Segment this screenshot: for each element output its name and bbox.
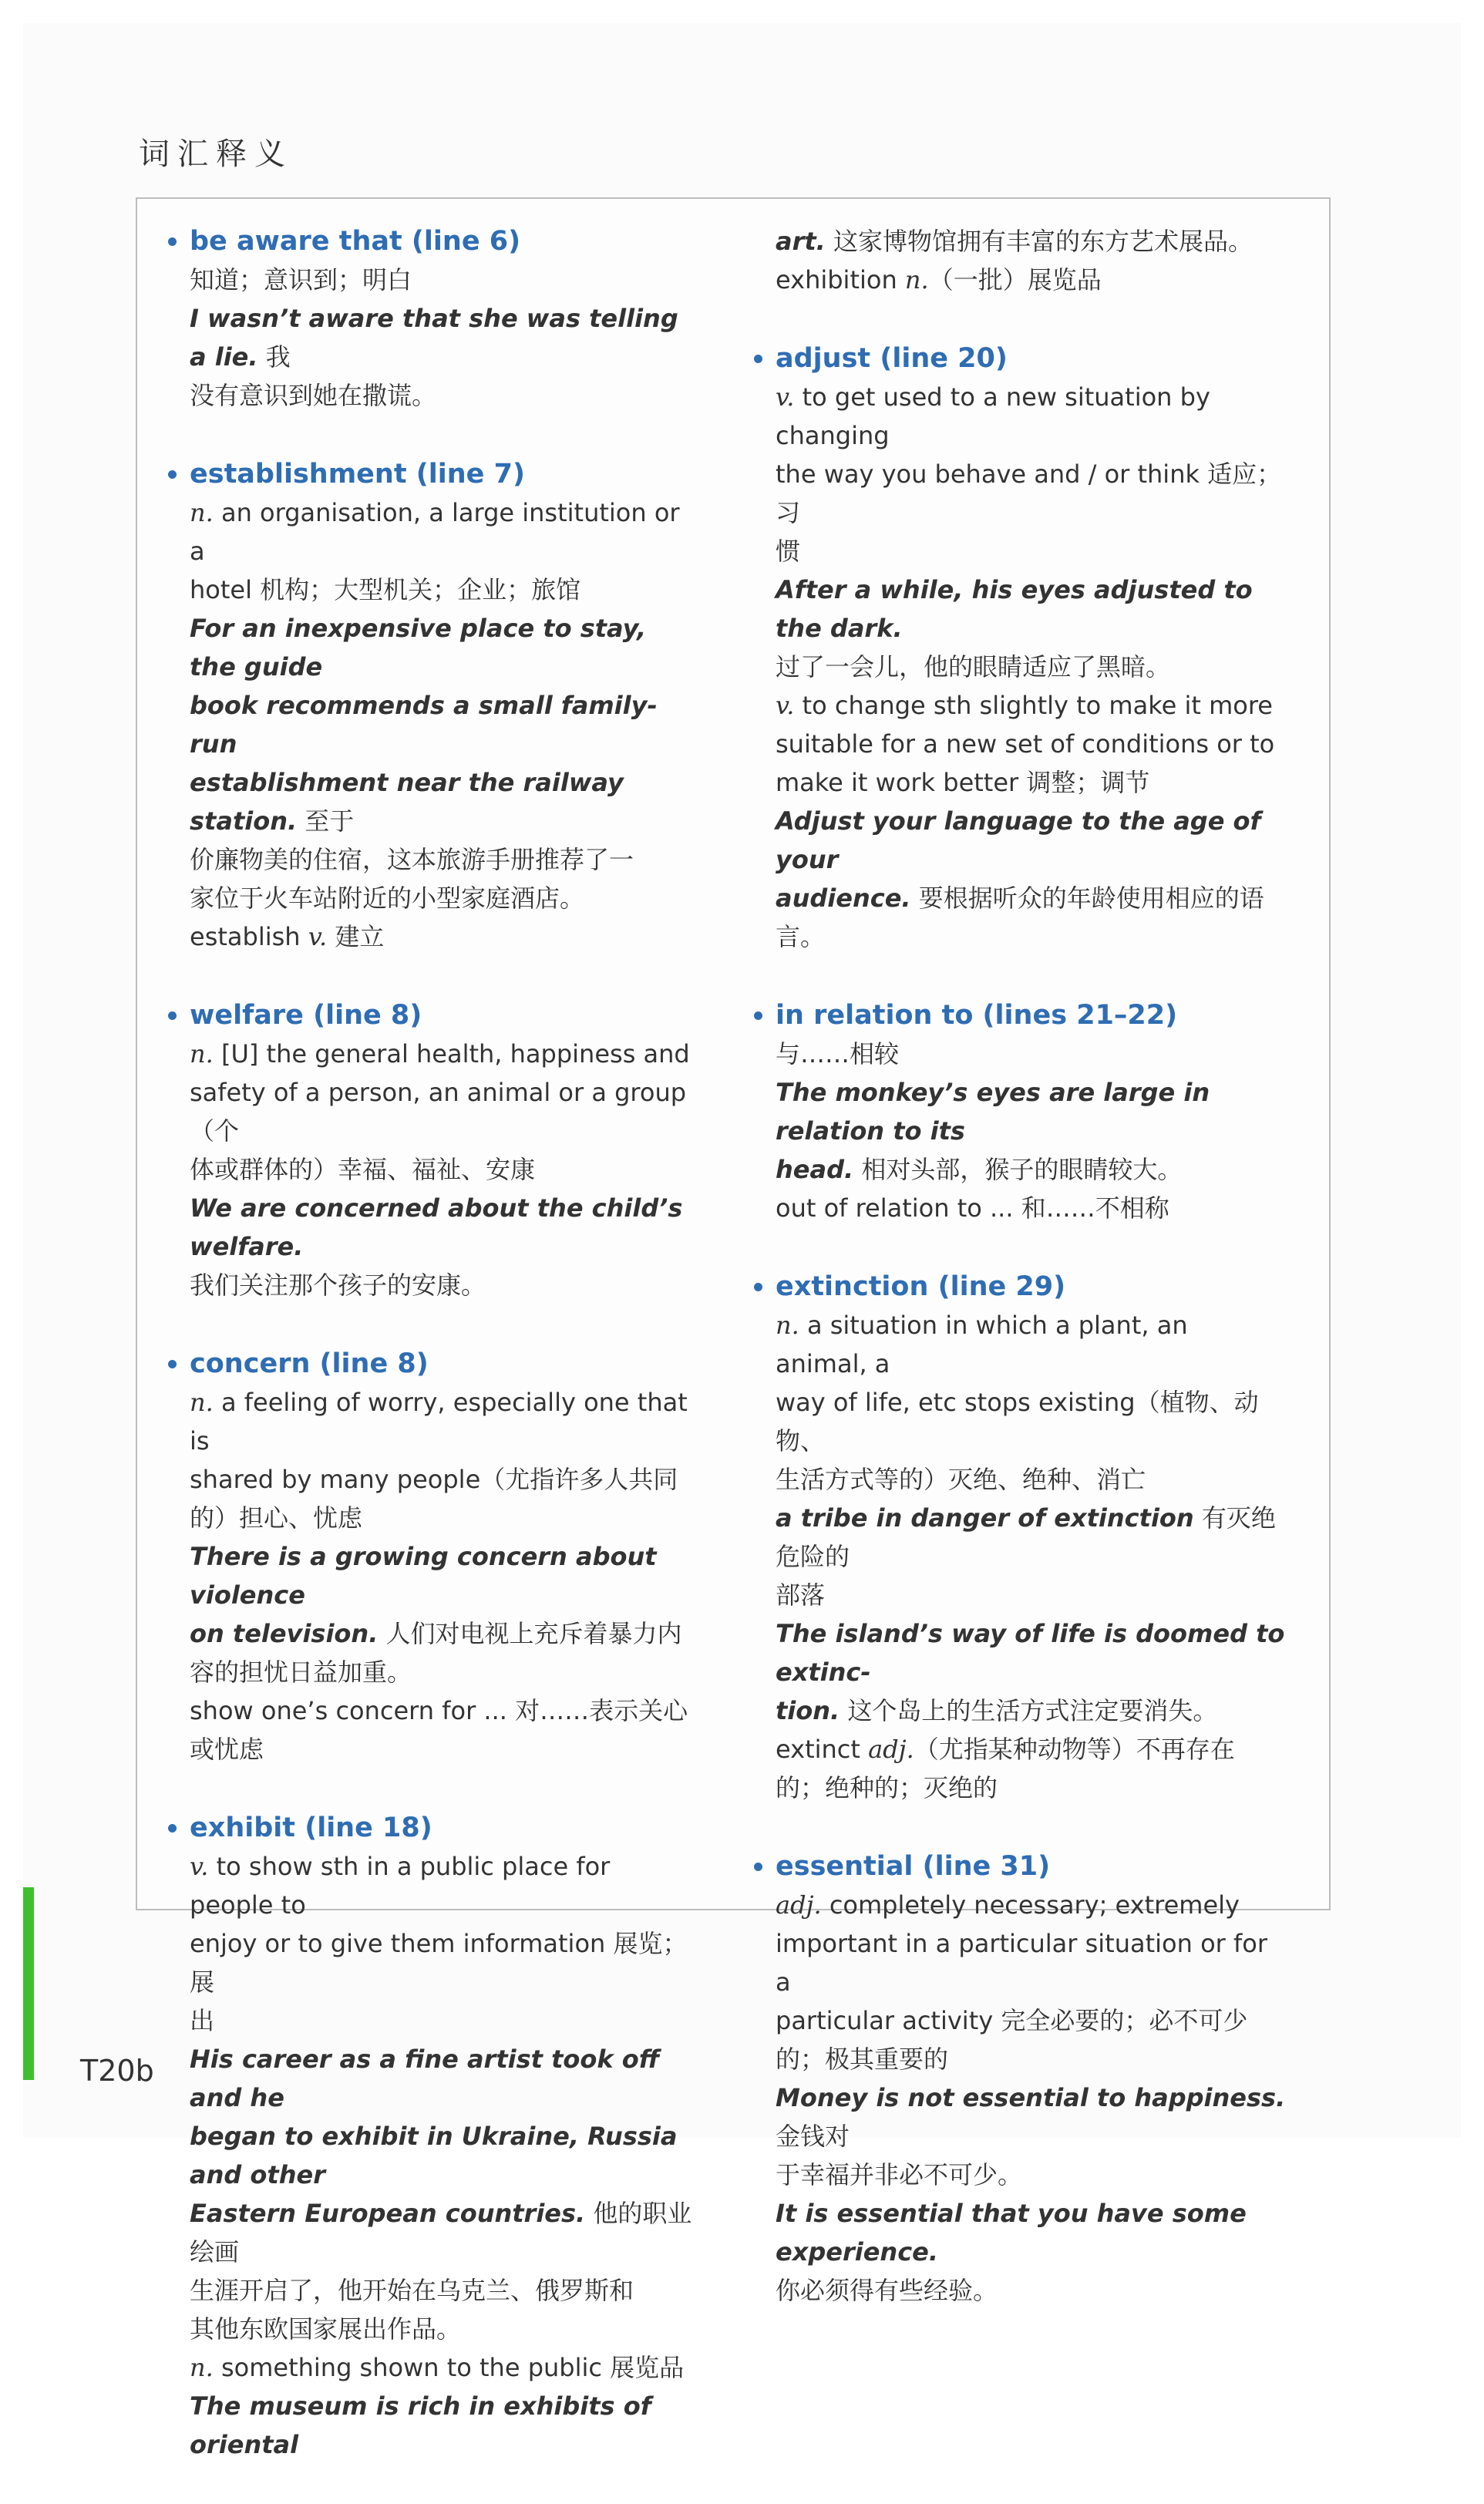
definition-text: particular activity 完全必要的；必不可少 [776, 2006, 1248, 2035]
example-sentence: audience. [776, 883, 911, 913]
green-margin-bar [23, 1887, 34, 2080]
entry-headword [754, 1267, 1286, 1306]
entry-line [190, 2194, 700, 2271]
definition-text: a feeling of worry, especially one that is [190, 1388, 688, 1456]
entry-line [190, 2040, 700, 2117]
definition-text: 过了一会儿，他的眼睛适应了黑暗。 [776, 652, 1171, 682]
example-sentence: book recommends a small family-run [190, 691, 658, 759]
part-of-speech: v. [190, 1852, 209, 1881]
vocab-entry [168, 1809, 700, 2464]
page-title: 词汇释义 [139, 136, 293, 172]
entry-line [190, 1537, 700, 1614]
entry-line [776, 1499, 1286, 1576]
definition-text: 没有意识到她在撒谎。 [190, 381, 437, 410]
entry-line [190, 1499, 700, 1537]
definition-text: completely necessary; extremely [821, 1890, 1240, 1920]
definition-text: to get used to a new situation by changing [776, 382, 1210, 450]
part-of-speech: adj. [776, 1890, 822, 1920]
vocab-entry [754, 996, 1286, 1227]
entry-body [168, 1383, 700, 1769]
entry-line [190, 1614, 700, 1653]
entry-line [776, 648, 1286, 686]
part-of-speech: n. [190, 1039, 214, 1069]
entry-line [776, 455, 1286, 532]
part-of-speech: n. [190, 2353, 214, 2382]
entry-line [190, 1924, 700, 2001]
entry-line [190, 917, 700, 956]
entry-line [190, 1266, 700, 1304]
bullet-icon [168, 1360, 177, 1368]
entry-line [190, 2271, 700, 2310]
example-sentence: It is essential that you have some experience. [776, 2199, 1247, 2267]
entry-line [190, 1150, 700, 1189]
part-of-speech: adj. [868, 1735, 914, 1764]
definition-text: way of life, etc stops existing（植物、动物、 [776, 1388, 1259, 1456]
entry-line [776, 2156, 1286, 2194]
entry-body [754, 1886, 1286, 2310]
headword-text: essential (line 31) [776, 1851, 1051, 1882]
entry-line [776, 1150, 1286, 1189]
definition-text: the way you behave and / or think 适应；习 [776, 459, 1282, 527]
definition-text: a situation in which a plant, an animal, a [776, 1311, 1188, 1378]
entry-line [190, 570, 700, 609]
definition-text: 有灭绝危险的 [776, 1503, 1276, 1571]
entry-line [190, 686, 700, 763]
example-sentence: a tribe in danger of extinction [776, 1503, 1194, 1533]
entry-body [168, 493, 700, 956]
definition-text: 生涯开启了，他开始在乌克兰、俄罗斯和 [190, 2276, 634, 2305]
entry-line [190, 2348, 700, 2387]
entry-line [776, 879, 1286, 917]
entry-headword [168, 1345, 700, 1383]
left-column [168, 222, 700, 2504]
part-of-speech: n. [776, 1311, 799, 1340]
example-sentence: For an inexpensive place to stay, the guide [190, 614, 647, 682]
vocab-entry [754, 1847, 1286, 2310]
definition-text: 这个岛上的生活方式注定要消失。 [840, 1696, 1218, 1725]
entry-body [754, 378, 1286, 956]
entry-line [190, 1035, 700, 1073]
definition-text: 知道；意识到；明白 [190, 265, 412, 294]
bullet-icon [754, 1011, 762, 1020]
entry-line [776, 532, 1286, 570]
definition-text: shared by many people（尤指许多人共同 [190, 1465, 678, 1494]
bullet-icon [754, 355, 762, 363]
example-sentence: After a while, his eyes adjusted to the dark. [776, 575, 1253, 643]
definition-text: suitable for a new set of conditions or to [776, 729, 1275, 759]
definition-text: 其他东欧国家展出作品。 [190, 2314, 462, 2344]
vocabulary-box [136, 197, 1331, 2459]
vocab-entry [754, 339, 1286, 956]
entry-line [776, 1383, 1286, 1460]
entry-line [190, 1691, 700, 1730]
definition-text: 于幸福并非必不可少。 [776, 2160, 1023, 2189]
vocab-entry [168, 1345, 700, 1769]
definition-text: something shown to the public 展览品 [213, 2353, 685, 2382]
definition-text: 惯 [776, 537, 801, 566]
definition-text: make it work better 调整；调节 [776, 768, 1150, 797]
vocab-entry [754, 222, 1286, 299]
entry-line [190, 1383, 700, 1460]
entry-headword [168, 222, 700, 261]
definition-text: 的；极其重要的 [776, 2045, 949, 2074]
entry-body [754, 222, 1286, 299]
entry-line [776, 1769, 1286, 1807]
definition-text: 部落 [776, 1580, 826, 1610]
entry-headword [754, 339, 1286, 378]
entry-line [776, 1730, 1286, 1769]
entry-body [754, 1306, 1286, 1807]
entry-line [776, 802, 1286, 879]
bullet-icon [168, 237, 177, 246]
entry-line [776, 2040, 1286, 2078]
entry-line [776, 1691, 1286, 1730]
example-sentence: The monkey’s eyes are large in relation to its [776, 1078, 1210, 1146]
entry-body [168, 1035, 700, 1304]
entry-headword [754, 1847, 1286, 1886]
example-sentence: Money is not essential to happiness. [776, 2083, 1286, 2112]
part-of-speech: n. [904, 265, 929, 294]
entry-line [776, 917, 1286, 956]
example-sentence: I wasn’t aware that she was telling a lie. [190, 304, 678, 372]
example-sentence: art. [776, 227, 826, 256]
example-sentence: Eastern European countries. [190, 2199, 586, 2228]
example-sentence: on television. [190, 1619, 379, 1648]
headword-text: extinction (line 29) [776, 1271, 1066, 1302]
example-sentence: His career as a fine artist took off and he [190, 2045, 660, 2112]
entry-line [190, 376, 700, 415]
headword-text: be aware that (line 6) [190, 226, 521, 257]
definition-text: 建立 [327, 922, 385, 951]
entry-line [776, 1306, 1286, 1383]
entry-headword [754, 996, 1286, 1035]
entry-line [190, 840, 700, 879]
definition-text: 家位于火车站附近的小型家庭酒店。 [190, 883, 585, 913]
definition-text: 要根据听众的年龄使用相应的语 [910, 883, 1264, 913]
part-of-speech: v. [776, 382, 795, 412]
definition-text: an organisation, a large institution or a [190, 498, 680, 566]
definition-text: 或忧虑 [190, 1735, 264, 1764]
vocab-entry [168, 222, 700, 415]
entry-line [776, 1460, 1286, 1499]
entry-line [776, 2271, 1286, 2310]
definition-text: to show sth in a public place for people to [190, 1852, 611, 1920]
entry-line [776, 2001, 1286, 2040]
definition-text: 出 [190, 2006, 215, 2035]
example-sentence: began to exhibit in Ukraine, Russia and other [190, 2122, 678, 2189]
entry-line [776, 261, 1286, 299]
entry-line [776, 725, 1286, 763]
entry-line [776, 763, 1286, 802]
definition-text: 与……相较 [776, 1039, 900, 1069]
definition-text: 的；绝种的；灭绝的 [776, 1773, 998, 1802]
example-sentence: Adjust your language to the age of your [776, 806, 1261, 874]
definition-text: [U] the general health, happiness and [213, 1039, 690, 1069]
definition-text: 我们关注那个孩子的安康。 [190, 1271, 486, 1300]
definition-text: （尤指某种动物等）不再存在 [914, 1735, 1235, 1764]
definition-text: show one’s concern for ... 对……表示关心 [190, 1696, 688, 1725]
part-of-speech: n. [190, 498, 214, 527]
definition-text: important in a particular situation or for a [776, 1929, 1267, 1997]
example-sentence: establishment near the railway station. [190, 768, 624, 836]
example-sentence: head. [776, 1155, 854, 1184]
entry-line [776, 2194, 1286, 2271]
entry-headword [168, 1809, 700, 1847]
vocab-entry [168, 455, 700, 956]
definition-text: 他的职业绘画 [190, 2199, 692, 2267]
definition-text: 生活方式等的）灭绝、绝种、消亡 [776, 1465, 1146, 1494]
part-of-speech: v. [308, 922, 328, 951]
entry-line [776, 1073, 1286, 1150]
entry-line [776, 1576, 1286, 1614]
vocab-entry [754, 1267, 1286, 1807]
entry-line [776, 1886, 1286, 1924]
definition-text: 我 [257, 342, 291, 372]
bullet-icon [754, 1283, 762, 1291]
entry-line [190, 1847, 700, 1924]
definition-text: enjoy or to give them information 展览；展 [190, 1929, 688, 1997]
headword-text: establishment (line 7) [190, 459, 525, 490]
bullet-icon [168, 470, 177, 479]
entry-line [776, 1189, 1286, 1227]
entry-line [776, 1924, 1286, 2001]
example-sentence: We are concerned about the child’s welfare. [190, 1193, 683, 1261]
definition-text: （一批）展览品 [928, 265, 1102, 294]
entry-body [168, 261, 700, 415]
entry-line [190, 609, 700, 686]
definition-text: 体或群体的）幸福、福祉、安康 [190, 1155, 536, 1184]
headword-text: in relation to (lines 21–22) [776, 1000, 1178, 1031]
headword-text: concern (line 8) [190, 1348, 429, 1379]
entry-line [190, 2387, 700, 2464]
bullet-icon [754, 1863, 762, 1871]
headword-text: welfare (line 8) [190, 1000, 422, 1031]
example-sentence: The museum is rich in exhibits of oriental [190, 2391, 651, 2459]
bullet-icon [168, 1824, 177, 1833]
part-of-speech: v. [776, 691, 795, 720]
entry-line [190, 763, 700, 840]
entry-headword [168, 996, 700, 1035]
headword-text: adjust (line 20) [776, 343, 1008, 374]
definition-text: safety of a person, an animal or a group（个 [190, 1078, 687, 1146]
entry-body [754, 1035, 1286, 1227]
entry-line [776, 570, 1286, 648]
page-number: T20b [80, 2054, 154, 2088]
definition-text: 你必须得有些经验。 [776, 2276, 998, 2305]
entry-body [168, 1847, 700, 2464]
entry-line [190, 1730, 700, 1769]
example-sentence: The island’s way of life is doomed to extinc- [776, 1619, 1285, 1687]
entry-line [190, 1460, 700, 1499]
definition-text: to change sth slightly to make it more [794, 691, 1273, 720]
definition-text: 的）担心、忧虑 [190, 1503, 363, 1533]
entry-line [190, 1189, 700, 1266]
part-of-speech: n. [190, 1388, 214, 1417]
definition-text: 容的担忧日益加重。 [190, 1658, 412, 1687]
entry-line [190, 2310, 700, 2348]
vocab-entry [168, 996, 700, 1304]
entry-line [190, 261, 700, 299]
entry-line [776, 1035, 1286, 1073]
entry-line [190, 493, 700, 570]
entry-line [190, 299, 700, 376]
definition-text: out of relation to ... 和……不相称 [776, 1193, 1169, 1223]
definition-text: 相对头部，猴子的眼睛较大。 [853, 1155, 1183, 1184]
entry-line [776, 1614, 1286, 1691]
entry-line [190, 1653, 700, 1691]
definition-text: 价廉物美的住宿，这本旅游手册推荐了一 [190, 845, 634, 874]
definition-text: 至于 [297, 806, 355, 836]
definition-text: 金钱对 [776, 2122, 850, 2151]
entry-line [190, 2001, 700, 2040]
entry-line [190, 1073, 700, 1150]
entry-headword [168, 455, 700, 493]
example-sentence: tion. [776, 1696, 840, 1725]
entry-line [190, 879, 700, 917]
definition-text: 人们对电视上充斥着暴力内 [378, 1619, 682, 1648]
entry-line [776, 222, 1286, 261]
entry-line [190, 2117, 700, 2194]
right-column [754, 222, 1286, 2350]
definition-text: exhibition [776, 265, 905, 294]
example-sentence: There is a growing concern about violence [190, 1542, 657, 1610]
headword-text: exhibit (line 18) [190, 1812, 432, 1843]
definition-text: establish [190, 922, 308, 951]
definition-text: extinct [776, 1735, 869, 1764]
bullet-icon [168, 1011, 177, 1020]
entry-line [776, 686, 1286, 725]
definition-text: hotel 机构；大型机关；企业；旅馆 [190, 575, 581, 604]
entry-line [776, 2078, 1286, 2156]
definition-text: 言。 [776, 922, 826, 951]
definition-text: 这家博物馆拥有丰富的东方艺术展品。 [825, 227, 1253, 256]
entry-line [776, 378, 1286, 455]
